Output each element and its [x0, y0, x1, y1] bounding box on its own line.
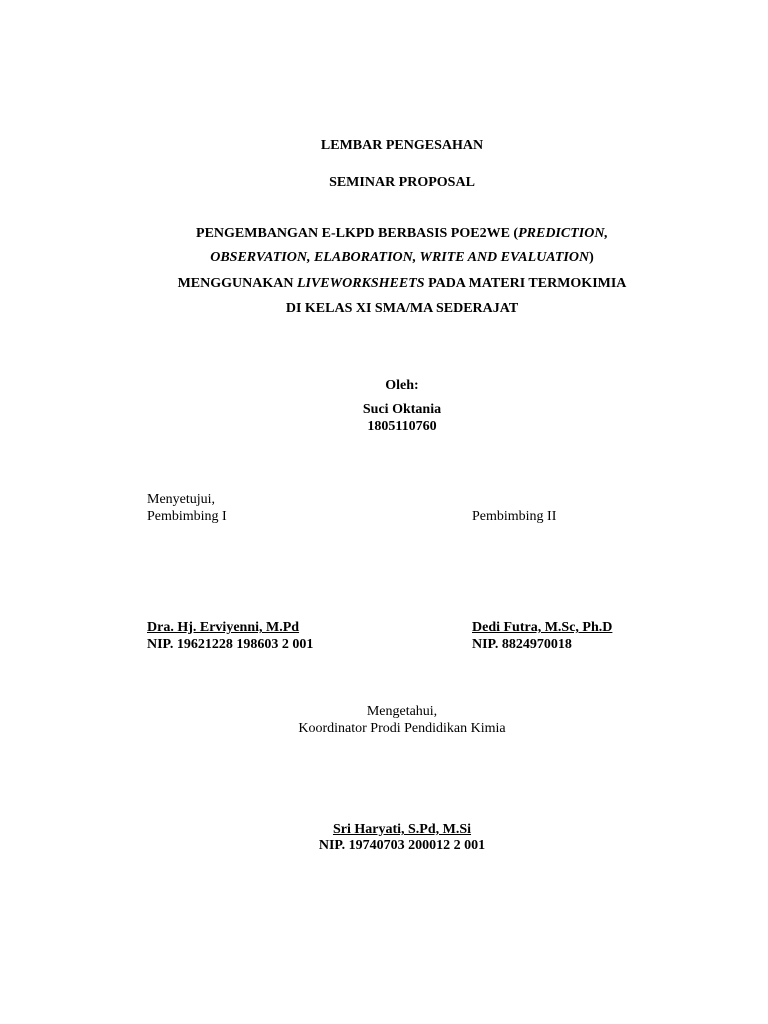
document-heading: LEMBAR PENGESAHAN — [320, 138, 484, 153]
coordinator-name: Sri Haryati, S.Pd, M.Si — [332, 822, 472, 837]
title-line-1-b: PREDICTION, — [518, 226, 608, 241]
author-name: Suci Oktania — [362, 402, 442, 417]
advisor2-nip: NIP. 8824970018 — [472, 637, 572, 652]
author-id: 1805110760 — [367, 419, 437, 434]
approved-label: Menyetujui, — [147, 492, 216, 507]
title-line-3-b: LIVEWORKSHEETS — [296, 276, 425, 291]
title-line-2-b: ) — [589, 250, 594, 265]
advisor1-name: Dra. Hj. Erviyenni, M.Pd — [147, 620, 300, 635]
coordinator-role: Koordinator Prodi Pendidikan Kimia — [298, 721, 506, 736]
advisor1-nip: NIP. 19621228 198603 2 001 — [147, 637, 314, 652]
title-line-3-c: PADA MATERI TERMOKIMIA — [424, 276, 627, 291]
title-line-1-a: PENGEMBANGAN E-LKPD BERBASIS POE2WE ( — [196, 226, 519, 241]
title-line-2 — [0, 250, 768, 266]
advisor2-name: Dedi Futra, M.Sc, Ph.D — [472, 620, 613, 635]
author-by-label: Oleh: — [385, 378, 419, 393]
acknowledged-label: Mengetahui, — [366, 704, 438, 719]
title-line-3-a: MENGGUNAKAN — [177, 276, 297, 291]
title-line-4: DI KELAS XI SMA/MA SEDERAJAT — [285, 301, 519, 316]
document-subheading: SEMINAR PROPOSAL — [329, 175, 475, 190]
title-line-1 — [0, 226, 768, 242]
title-line-2-a: OBSERVATION, ELABORATION, WRITE AND EVALUATION — [210, 250, 590, 265]
coordinator-nip: NIP. 19740703 200012 2 001 — [318, 838, 486, 853]
title-line-3 — [0, 276, 768, 292]
advisor1-label: Pembimbing I — [147, 509, 227, 524]
advisor2-label: Pembimbing II — [472, 509, 557, 524]
